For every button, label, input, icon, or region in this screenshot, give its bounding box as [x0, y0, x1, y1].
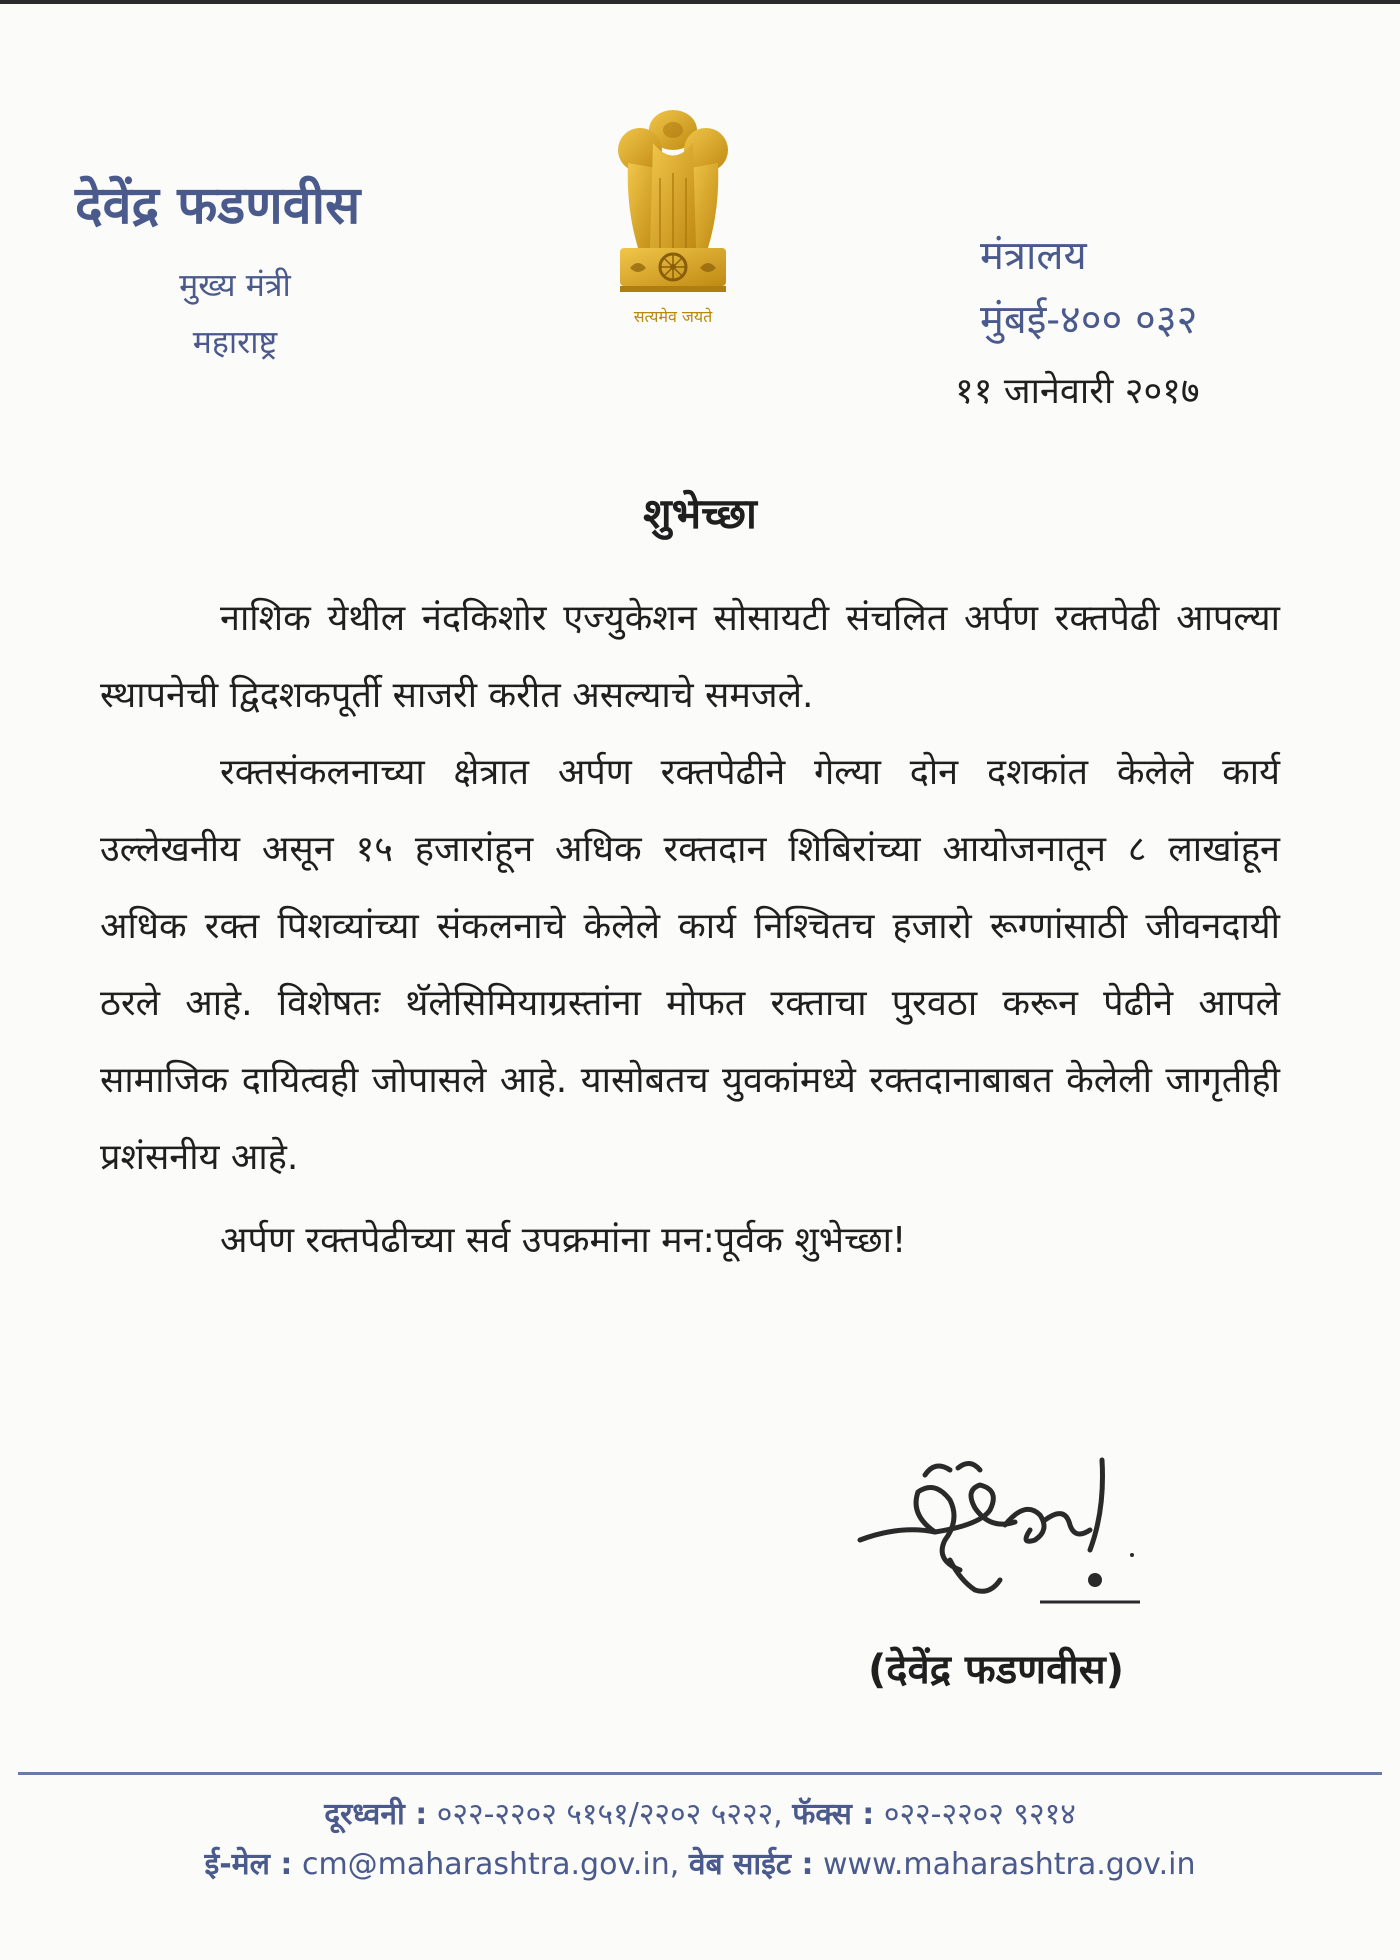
sender-state: महाराष्ट्र [192, 323, 278, 361]
handwritten-signature [840, 1430, 1170, 1610]
page-top-edge [0, 0, 1400, 4]
sender-name: देवेंद्र फडणवीस [75, 175, 361, 236]
footer-website-label: वेब साईट : [688, 1847, 814, 1882]
footer-phone-label: दूरध्वनी : [324, 1797, 428, 1832]
footer-rule [18, 1772, 1382, 1775]
signatory-name: (देवेंद्र फडणवीस) [868, 1647, 1125, 1693]
emblem-motto: सत्यमेव जयते [633, 307, 713, 326]
footer-contact-web [0, 1842, 1400, 1883]
letter-date: ११ जानेवारी २०१७ [955, 371, 1200, 412]
footer-email-label: ई-मेल : [204, 1847, 293, 1882]
letter-paragraph: नाशिक येथील नंदकिशोर एज्युकेशन सोसायटी संचलित अर्पण रक्तपेढी आपल्या स्थापनेची द्विदशकपूर्ती साजरी करीत असल्याचे समजले. [100, 598, 1280, 716]
footer-email-link[interactable]: cm@maharashtra.gov.in, [301, 1847, 680, 1882]
office-city-pin: मुंबई-४०० ०३२ [980, 297, 1198, 343]
letter-heading: शुभेच्छा [643, 489, 757, 538]
letter-paragraph: रक्तसंकलनाच्या क्षेत्रात अर्पण रक्तपेढीने गेल्या दोन दशकांत केलेले कार्य उल्लेखनीय असून १५ हजारांहून अधिक रक्तदान शिबिरांच्या आयोजनातून ८ लाखांहून अधिक रक्त पिशव्यांच्या संकलनाचे केलेले कार्य निश्चितच हजारो रूग्णांसाठी जीवनदायी ठरले आहे. विशेषतः थॅलेसिमियाग्रस्तांना मोफत रक्ताचा पुरवठा करून पेढीने आपले सामाजिक दायित्वही जोपासले आहे. यासोबतच युवकांमध्ये रक्तदानाबाबत केलेली जागृतीही प्रशंसनीय आहे. [100, 752, 1280, 1178]
footer-fax-value: ०२२-२२०२ ९२१४ [883, 1797, 1076, 1832]
letter-body [100, 580, 1280, 1279]
footer-website-link[interactable]: www.maharashtra.gov.in [823, 1847, 1196, 1882]
office-name: मंत्रालय [980, 233, 1087, 279]
national-emblem-icon [598, 108, 748, 333]
footer-fax-label: फॅक्स : [792, 1797, 875, 1832]
sender-title: मुख्य मंत्री [179, 266, 291, 304]
footer-phone-value: ०२२-२२०२ ५१५१/२२०२ ५२२२, [436, 1797, 783, 1832]
footer-contact-phone-fax [0, 1792, 1400, 1833]
letter-closing: अर्पण रक्तपेढीच्या सर्व उपक्रमांना मन:पूर्वक शुभेच्छा! [220, 1220, 907, 1261]
